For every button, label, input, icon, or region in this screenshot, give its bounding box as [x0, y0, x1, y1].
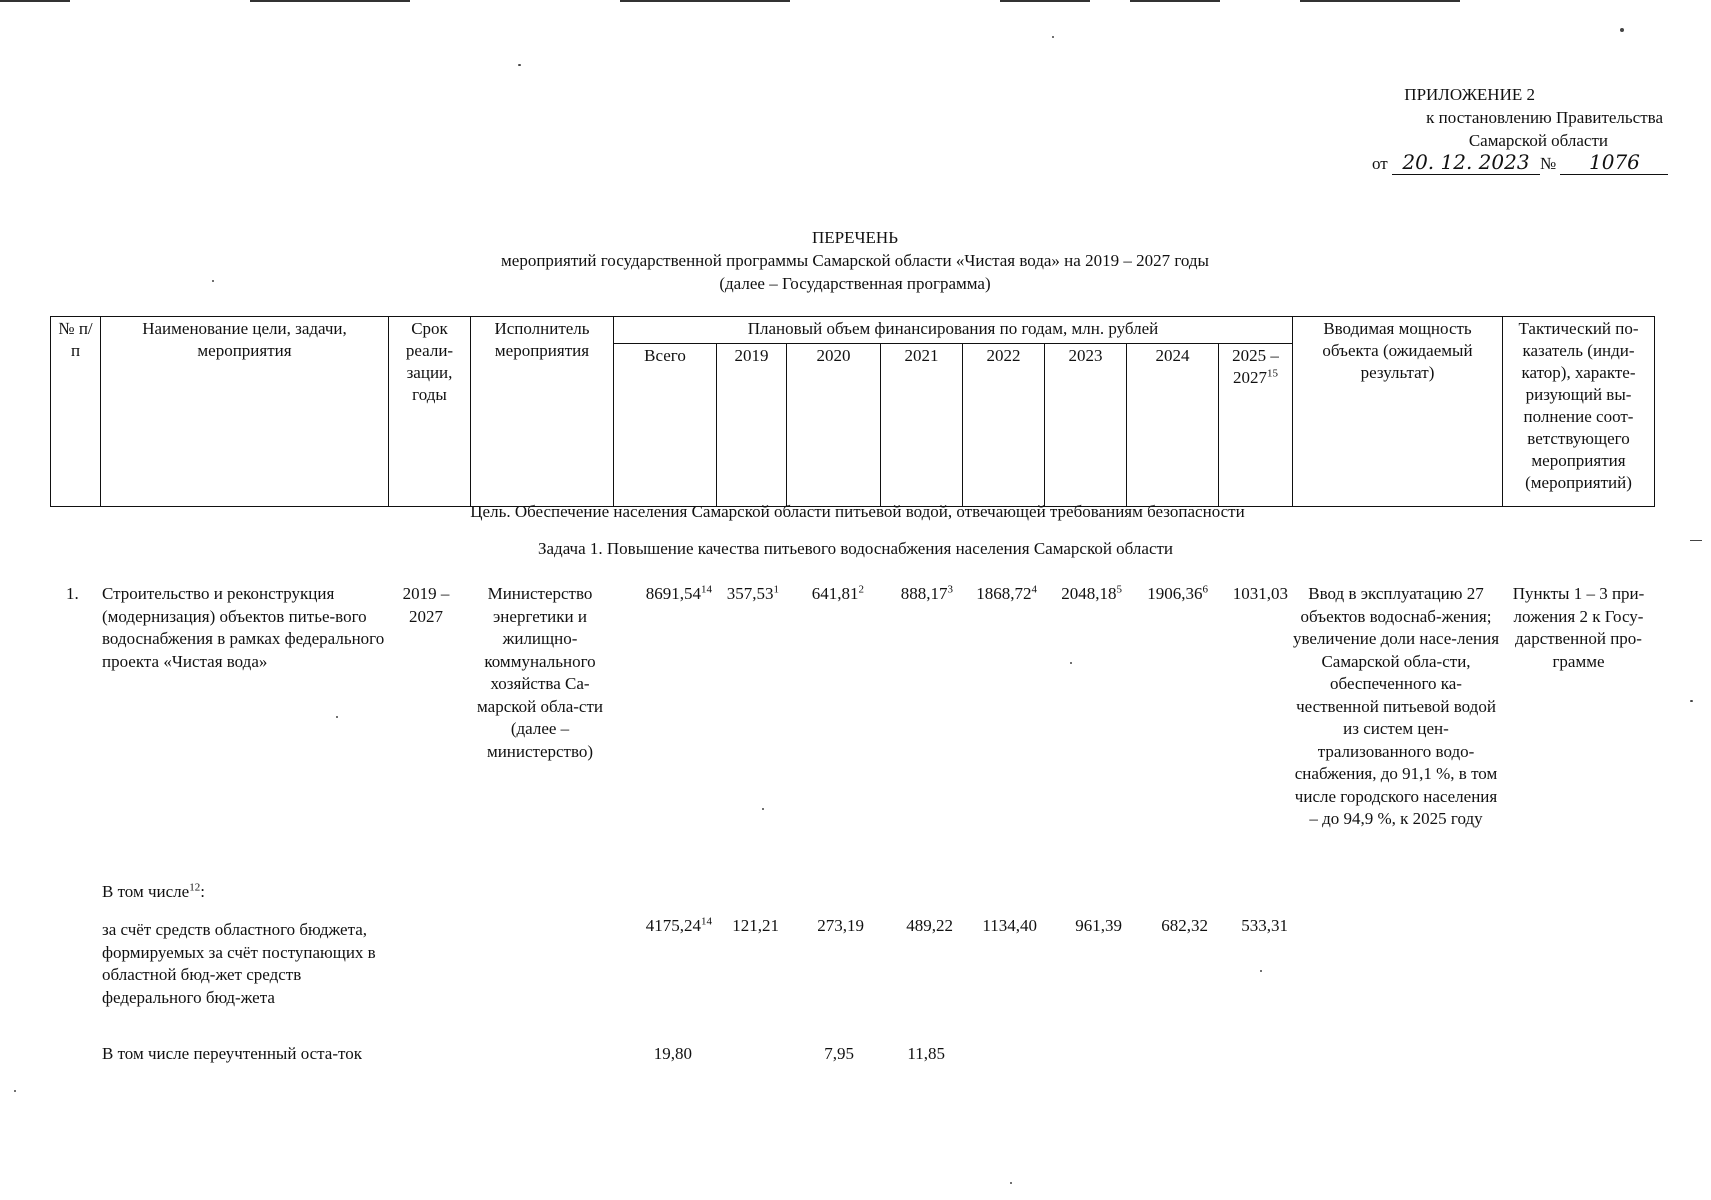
header-year-2019: 2019: [717, 344, 787, 507]
goal-heading: Цель. Обеспечение населения Самарской области питьевой водой, отвечающей требованиям безопасности: [470, 502, 1245, 521]
header-year-2021: 2021: [881, 344, 963, 507]
header-col-total: Всего: [614, 344, 717, 507]
number-sign: №: [1539, 154, 1557, 173]
header-year-2024: 2024: [1127, 344, 1219, 507]
handwritten-number: 1076: [1560, 150, 1668, 175]
header-col-executor: Исполнитель мероприятия: [471, 317, 614, 507]
header-col-funding: Плановый объем финансирования по годам, млн. рублей: [614, 317, 1293, 344]
row1-2021: 888,17$^3$: [900, 583, 953, 603]
scan-speck: [212, 280, 214, 282]
regional-2025-2027: 533,31: [1241, 916, 1288, 935]
scan-speck: [1260, 970, 1262, 972]
row1-2025-2027: 1031,03: [1232, 584, 1288, 603]
scan-speck: [14, 1090, 16, 1092]
row1-2020: 641,81$^2$: [811, 583, 864, 603]
remainder-total: 19,80: [653, 1044, 692, 1063]
regional-2021: 489,22: [906, 916, 953, 935]
row1-capacity: Ввод в эксплуатацию 27 объектов водоснаб-жения; увеличение доли насе-ления Самарской обла-сти, обеспеченного ка-чественной питьевой водой из систем цен-трализованного водо-снабжения, до 91,1 %, в том числе городского населения – до 94,9 %, к 2025 году: [1292, 584, 1500, 828]
row1-2019: 357,53$^1$: [726, 583, 779, 603]
header-col-capacity: Вводимая мощность объекта (ожидаемый результат): [1293, 317, 1503, 507]
regional-total: 4175,24$^{14}$: [645, 915, 712, 935]
funding-table-header: [50, 316, 1655, 507]
scan-speck: [1052, 36, 1054, 38]
scan-speck: [518, 64, 521, 66]
remainder-2020: 7,95: [824, 1044, 854, 1063]
row1-total: 8691,54$^{14}$: [645, 583, 712, 603]
scan-speck: [1070, 662, 1072, 664]
regional-2024: 682,32: [1161, 916, 1208, 935]
scan-edge-line: [250, 0, 410, 2]
row1-name: Строительство и реконструкция (модернизация) объектов питье-вого водоснабжения в рамках федерального проекта «Чистая вода»: [102, 584, 385, 671]
remainder-2021: 11,85: [907, 1044, 945, 1063]
header-year-2025-2027: 2025 – 2027$^{15}$: [1219, 344, 1293, 507]
row1-indicator: Пункты 1 – 3 при-ложения 2 к Госу-дарственной про-грамме: [1512, 584, 1645, 671]
scan-edge-line: [1300, 0, 1460, 2]
row1-number: 1.: [66, 584, 79, 603]
row1-2023: 2048,18$^5$: [1061, 583, 1122, 603]
regional-2020: 273,19: [817, 916, 864, 935]
header-col-period: Срок реали-зации, годы: [389, 317, 471, 507]
header-col-name: Наименование цели, задачи, мероприятия: [101, 317, 389, 507]
scan-speck: [336, 716, 338, 718]
scan-speck: [1690, 540, 1702, 541]
scan-speck: [1690, 700, 1693, 702]
scan-speck: [1010, 1182, 1012, 1184]
appendix-title: ПРИЛОЖЕНИЕ 2: [1404, 85, 1535, 104]
scan-speck: [762, 808, 764, 810]
header-year-2022: 2022: [963, 344, 1045, 507]
row1-period: 2019 – 2027: [402, 584, 450, 626]
date-prefix: от: [1372, 154, 1388, 173]
scan-edge-line: [0, 0, 70, 2]
task-heading: Задача 1. Повышение качества питьевого водоснабжения населения Самарской области: [537, 539, 1174, 558]
row1-2022: 1868,72$^4$: [976, 583, 1037, 603]
scan-speck: [1620, 28, 1624, 32]
scan-edge-line: [620, 0, 790, 2]
row1-2024: 1906,36$^6$: [1147, 583, 1208, 603]
regional-2022: 1134,40: [982, 916, 1037, 935]
scan-edge-line: [1130, 0, 1220, 2]
header-col-num: № п/п: [51, 317, 101, 507]
appendix-line2: Самарской области: [1468, 131, 1608, 150]
doc-title-line3: (далее – Государственная программа): [719, 274, 991, 293]
including-label: В том числе$^{12}$:: [102, 881, 205, 901]
appendix-date-line: [1372, 150, 1668, 175]
scan-edge-line: [1000, 0, 1090, 2]
handwritten-date: 20. 12. 2023: [1392, 150, 1540, 175]
header-col-indicator: Тактический по-казатель (инди-катор), характе-ризующий вы-полнение соот-ветствующего мероприятия (мероприятий): [1503, 317, 1655, 507]
header-year-2020: 2020: [787, 344, 881, 507]
regional-2019: 121,21: [732, 916, 779, 935]
doc-title-line1: ПЕРЕЧЕНЬ: [812, 228, 898, 247]
header-year-2023: 2023: [1045, 344, 1127, 507]
appendix-line1: к постановлению Правительства: [1426, 108, 1663, 127]
regional-row-name: за счёт средств областного бюджета, формируемых за счёт поступающих в областной бюд-жет средств федерального бюд-жета: [102, 920, 376, 1007]
row1-executor: Министерство энергетики и жилищно-коммунального хозяйства Са-марской обла-сти (далее – министерство): [477, 584, 603, 761]
remainder-row-name: В том числе переучтенный оста-ток: [102, 1044, 362, 1063]
doc-title-line2: мероприятий государственной программы Самарской области «Чистая вода» на 2019 – 2027 годы: [501, 251, 1209, 270]
regional-2023: 961,39: [1075, 916, 1122, 935]
